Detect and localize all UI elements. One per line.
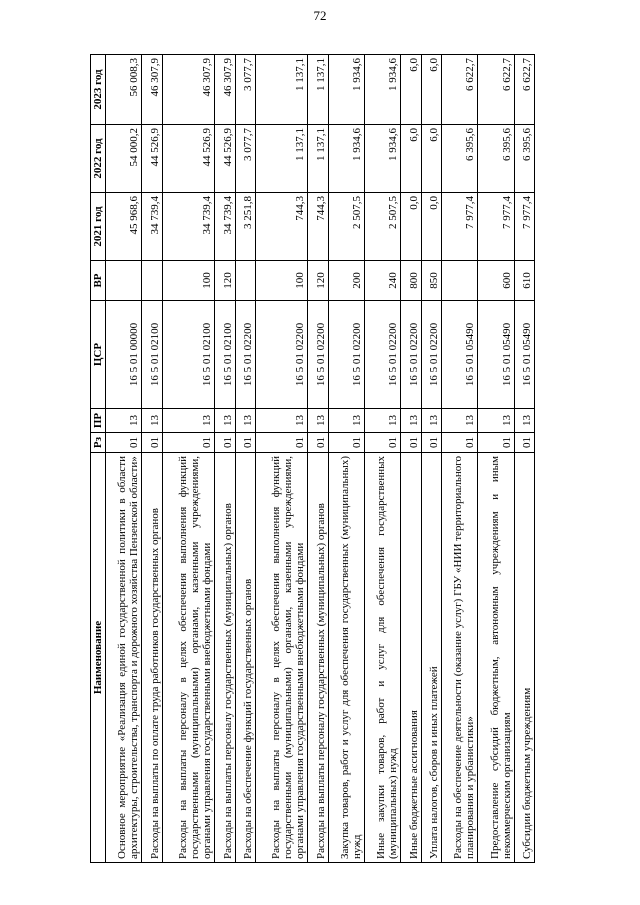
cell-rz: 01 [308,433,328,453]
cell-csr: 16 5 01 02200 [328,301,364,409]
cell-pr: 13 [478,409,514,433]
cell-2023: 1 934,6 [328,55,364,125]
cell-2023: 46 307,9 [215,55,235,125]
cell-rz: 01 [365,433,401,453]
cell-csr: 16 5 01 00000 [106,301,142,409]
cell-pr: 13 [215,409,235,433]
cell-rz: 01 [255,433,308,453]
cell-vr: 120 [308,261,328,301]
cell-pr: 13 [162,409,215,433]
cell-2022: 6,0 [421,125,441,193]
cell-name: Расходы на выплаты персоналу в целях обеспечения выполнения функций государственными (муниципальными) органами, казенными учреждениями, органами управления государственными внебюджетными фондами [255,453,308,863]
cell-2021: 0,0 [421,193,441,261]
cell-name: Расходы на обеспечение функций государственных органов [235,453,255,863]
cell-2022: 1 137,1 [308,125,328,193]
cell-vr: 120 [215,261,235,301]
cell-name: Расходы на выплаты персоналу государственных (муниципальных) органов [308,453,328,863]
cell-csr: 16 5 01 02200 [235,301,255,409]
cell-csr: 16 5 01 02200 [255,301,308,409]
cell-vr [106,261,142,301]
table-row [255,55,308,863]
header-pr: ПР [91,409,106,433]
cell-2021: 744,3 [308,193,328,261]
cell-vr [235,261,255,301]
cell-pr: 13 [106,409,142,433]
cell-2021: 34 739,4 [215,193,235,261]
cell-pr: 13 [365,409,401,433]
rotated-table-container [90,55,535,863]
cell-2021: 7 977,4 [441,193,477,261]
table-row [514,55,534,863]
cell-name: Закупка товаров, работ и услуг для обеспечения государственных (муниципальных) нужд [328,453,364,863]
cell-name: Расходы на выплаты персоналу в целях обеспечения выполнения функций государственными (муниципальными) органами, казенными учреждениями, органами управления государственными внебюджетными фондами [162,453,215,863]
cell-2021: 45 968,6 [106,193,142,261]
cell-rz: 01 [142,433,162,453]
cell-name: Субсидии бюджетным учреждениям [514,453,534,863]
table-row [401,55,421,863]
table-row [441,55,477,863]
cell-rz: 01 [235,433,255,453]
table-row [308,55,328,863]
cell-name: Расходы на обеспечение деятельности (оказание услуг) ГБУ «НИИ территориального планирования и урбанистики» [441,453,477,863]
cell-vr: 240 [365,261,401,301]
page-number: 72 [313,8,327,23]
cell-2022: 6 395,6 [478,125,514,193]
cell-2023: 6 622,7 [514,55,534,125]
cell-vr: 100 [162,261,215,301]
cell-csr: 16 5 01 02200 [308,301,328,409]
cell-2022: 1 137,1 [255,125,308,193]
cell-name: Иные бюджетные ассигнования [401,453,421,863]
table-row [235,55,255,863]
table-header-row [91,55,106,863]
cell-name: Уплата налогов, сборов и иных платежей [421,453,441,863]
header-2022: 2022 год [91,125,106,193]
cell-vr: 850 [421,261,441,301]
cell-2023: 6 622,7 [478,55,514,125]
cell-pr: 13 [441,409,477,433]
cell-2022: 44 526,9 [215,125,235,193]
cell-csr: 16 5 01 02100 [215,301,235,409]
table-row [215,55,235,863]
cell-csr: 16 5 01 02100 [162,301,215,409]
cell-rz: 01 [215,433,235,453]
cell-pr: 13 [235,409,255,433]
cell-2023: 3 077,7 [235,55,255,125]
cell-pr: 13 [514,409,534,433]
cell-2023: 6,0 [421,55,441,125]
cell-vr [441,261,477,301]
header-2023: 2023 год [91,55,106,125]
cell-name: Расходы на выплаты по оплате труда работников государственных органов [142,453,162,863]
cell-2023: 6 622,7 [441,55,477,125]
cell-pr: 13 [308,409,328,433]
header-vr: ВР [91,261,106,301]
cell-2021: 3 251,8 [235,193,255,261]
table-row [142,55,162,863]
cell-2023: 56 008,3 [106,55,142,125]
cell-csr: 16 5 01 02200 [365,301,401,409]
cell-2022: 1 934,6 [328,125,364,193]
table-row [478,55,514,863]
cell-vr: 800 [401,261,421,301]
budget-table [90,54,535,863]
cell-csr: 16 5 01 05490 [441,301,477,409]
table-row [328,55,364,863]
cell-2021: 34 739,4 [142,193,162,261]
cell-csr: 16 5 01 05490 [514,301,534,409]
cell-name: Иные закупки товаров, работ и услуг для обеспечения государственных (муниципальных) нужд [365,453,401,863]
cell-2021: 34 739,4 [162,193,215,261]
cell-2023: 1 137,1 [255,55,308,125]
cell-2023: 6,0 [401,55,421,125]
cell-2021: 7 977,4 [514,193,534,261]
cell-csr: 16 5 01 05490 [478,301,514,409]
cell-2022: 3 077,7 [235,125,255,193]
cell-2022: 6 395,6 [441,125,477,193]
cell-2022: 6 395,6 [514,125,534,193]
cell-rz: 01 [478,433,514,453]
cell-rz: 01 [106,433,142,453]
cell-2021: 2 507,5 [328,193,364,261]
cell-2021: 2 507,5 [365,193,401,261]
cell-name: Предоставление субсидий бюджетным, автономным учреждениям и иным некоммерческим организациям [478,453,514,863]
cell-2023: 46 307,9 [142,55,162,125]
cell-rz: 01 [441,433,477,453]
cell-rz: 01 [421,433,441,453]
cell-2023: 1 934,6 [365,55,401,125]
header-name: Наименование [91,453,106,863]
cell-csr: 16 5 01 02200 [421,301,441,409]
cell-2021: 744,3 [255,193,308,261]
cell-vr: 100 [255,261,308,301]
cell-2022: 54 000,2 [106,125,142,193]
cell-pr: 13 [328,409,364,433]
cell-vr: 610 [514,261,534,301]
cell-rz: 01 [514,433,534,453]
cell-2022: 6,0 [401,125,421,193]
table-body [106,55,535,863]
table-row [162,55,215,863]
cell-csr: 16 5 01 02100 [142,301,162,409]
cell-name: Расходы на выплаты персоналу государственных (муниципальных) органов [215,453,235,863]
cell-vr: 600 [478,261,514,301]
cell-vr: 200 [328,261,364,301]
table-row [421,55,441,863]
cell-vr [142,261,162,301]
header-csr: ЦСР [91,301,106,409]
cell-pr: 13 [255,409,308,433]
cell-rz: 01 [162,433,215,453]
cell-csr: 16 5 01 02200 [401,301,421,409]
cell-2021: 0,0 [401,193,421,261]
header-rz: Рз [91,433,106,453]
cell-2022: 44 526,9 [142,125,162,193]
cell-rz: 01 [328,433,364,453]
cell-2023: 46 307,9 [162,55,215,125]
header-2021: 2021 год [91,193,106,261]
cell-2022: 44 526,9 [162,125,215,193]
cell-pr: 13 [142,409,162,433]
cell-pr: 13 [421,409,441,433]
cell-2021: 7 977,4 [478,193,514,261]
table-row [365,55,401,863]
table-row [106,55,142,863]
cell-rz: 01 [401,433,421,453]
cell-2023: 1 137,1 [308,55,328,125]
cell-pr: 13 [401,409,421,433]
cell-name: Основное мероприятие «Реализация единой государственной политики в области архитектуры, строительства, транспорта и дорожного хозяйства Пензенской области» [106,453,142,863]
cell-2022: 1 934,6 [365,125,401,193]
